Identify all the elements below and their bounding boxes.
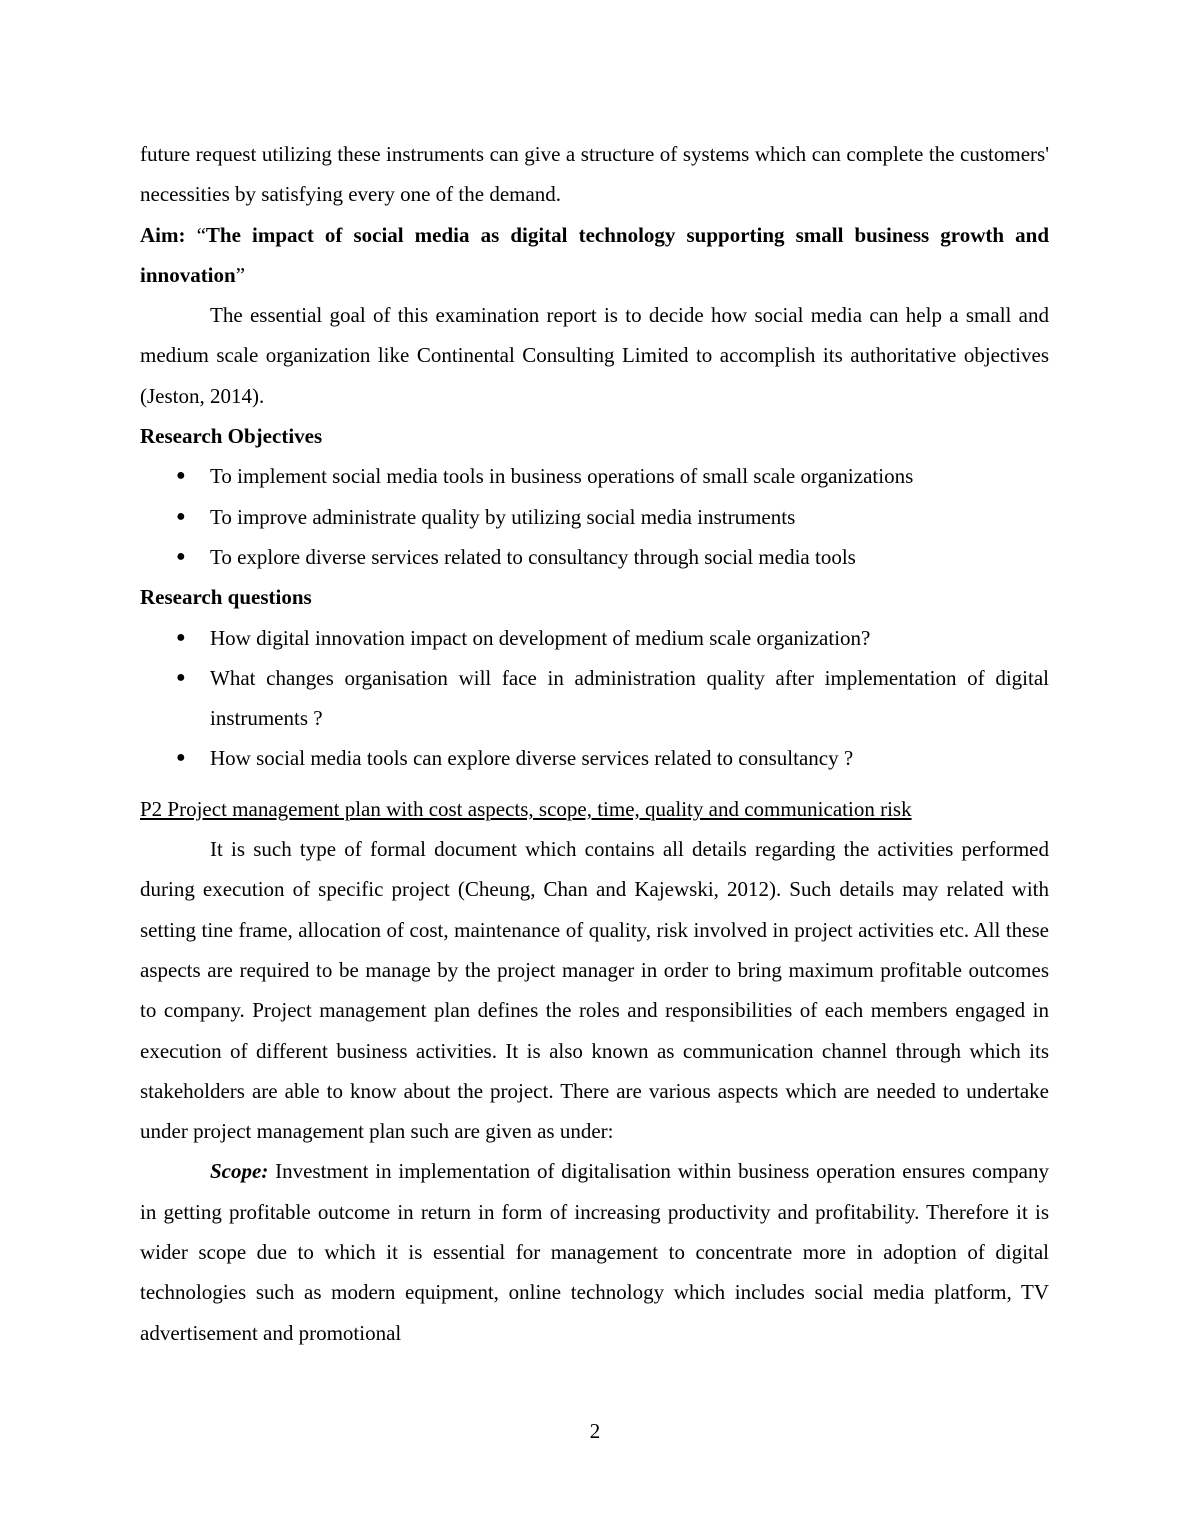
document-page: [140, 134, 1049, 1353]
research-objectives-list: [140, 456, 1049, 577]
section-p2-body: It is such type of formal document which contains all details regarding the activities performed during execution of specific project (Cheung, Chan and Kajewski, 2012). Such details may related with setting tine frame, allocation of cost, maintenance of quality, risk involved in project activities etc. All these aspects are required to be manage by the project manager in order to bring maximum profitable outcomes to company. Project management plan defines the roles and responsibilities of each members engaged in execution of different business activities. It is also known as communication channel through which its stakeholders are able to know about the project. There are various aspects which are needed to undertake under project management plan such are given as under:: [140, 837, 1049, 1144]
scope-text: Investment in implementation of digitalisation within business operation ensures company in getting profitable outcome in return in form of increasing productivity and profitability. Therefore it is wider scope due to which it is essential for management to concentrate more in adoption of digital technologies such as modern equipment, online technology which includes social media platform, TV advertisement and promotional: [140, 1159, 1049, 1345]
aim-quote-close: ”: [235, 262, 246, 287]
scope-label: Scope:: [210, 1159, 269, 1184]
list-item-text: How digital innovation impact on development of medium scale organization?: [210, 625, 871, 650]
list-item: [140, 658, 1049, 739]
intro-paragraph: future request utilizing these instruments can give a structure of systems which can complete the customers' necessities by satisfying every one of the demand.: [140, 142, 1049, 207]
scope-paragraph: [140, 1151, 1049, 1352]
list-item: [140, 497, 1049, 537]
bullet-icon: ●: [176, 749, 186, 767]
list-item-text: To explore diverse services related to consultancy through social media tools: [210, 544, 856, 569]
list-item-text: How social media tools can explore diverse services related to consultancy ?: [210, 746, 854, 771]
bullet-icon: ●: [176, 507, 186, 525]
list-item-text: To implement social media tools in business operations of small scale organizations: [210, 464, 914, 489]
bullet-icon: ●: [176, 628, 186, 646]
aim-quote-open: “: [185, 222, 206, 247]
list-item: [140, 537, 1049, 577]
goal-paragraph: The essential goal of this examination report is to decide how social media can help a small and medium scale organization like Continental Consulting Limited to accomplish its authoritative objectives (Jeston, 2014).: [140, 303, 1049, 408]
research-objectives-heading: Research Objectives: [140, 424, 323, 449]
bullet-icon: ●: [176, 668, 186, 686]
list-item: [140, 456, 1049, 496]
research-questions-heading: Research questions: [140, 585, 312, 610]
aim-label: Aim:: [140, 222, 186, 247]
section-p2-title: P2 Project management plan with cost aspects, scope, time, quality and communication risk: [140, 796, 912, 821]
list-item-text: To improve administrate quality by utilizing social media instruments: [210, 504, 796, 529]
aim-text: The impact of social media as digital technology supporting small business growth and innovation: [140, 222, 1049, 287]
bullet-icon: ●: [176, 547, 186, 565]
research-questions-list: [140, 618, 1049, 779]
list-item: [140, 618, 1049, 658]
bullet-icon: ●: [176, 467, 186, 485]
page-number: 2: [589, 1419, 601, 1443]
list-item: [140, 738, 1049, 778]
aim-paragraph: [140, 215, 1049, 296]
list-item-text: What changes organisation will face in administration quality after implementation of digital instruments ?: [210, 665, 1049, 731]
